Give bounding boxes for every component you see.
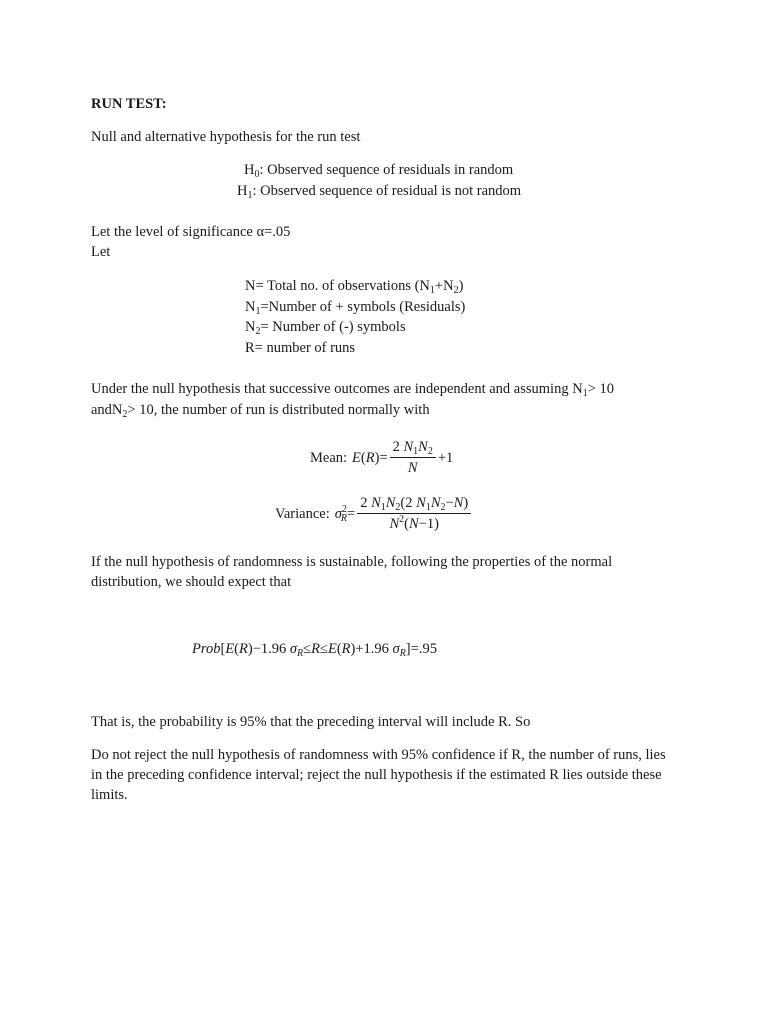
n1-text: =Number of + symbols (Residuals) (260, 299, 466, 315)
null-text-line2-sub: 2 (122, 409, 128, 420)
h1-label: H (237, 183, 248, 199)
null-text-line1-b: > 10 (587, 381, 614, 397)
mean-fraction: $\frac{2 N_1N_2}{N}$ (390, 438, 436, 477)
section-heading: RUN TEST: (91, 96, 167, 112)
h0-label: H (244, 162, 255, 178)
probability-expression: Prob[E(R)−1.96 $\sigma_R\le R\le E(R)+1.96$ $\sigma_R$] (192, 641, 411, 659)
n2-sub: 2 (255, 326, 261, 337)
h1-text: : Observed sequence of residual is not random (252, 183, 522, 199)
let-text: Let (91, 244, 111, 260)
null-text-line1-a: Under the null hypothesis that successive outcomes are independent and assuming N (91, 381, 583, 397)
n1-sub: 1 (255, 306, 261, 317)
definition-n1 (245, 297, 465, 317)
probability-formula (192, 639, 437, 659)
mean-lhs: E(R)= (352, 449, 388, 466)
mean-label: Mean: (310, 449, 348, 466)
n2-text: = Number of (-) symbols (260, 319, 406, 335)
h0-subscript: 0 (254, 169, 260, 180)
n-total-plus: +N (434, 278, 454, 294)
randomness-text: If the null hypothesis of randomness is sustainable, following the properties of the normal distribution, we should expect that (91, 554, 613, 590)
conclusion-text: Do not reject the null hypothesis of randomness with 95% confidence if R, the number of runs, lies in the preceding confidence interval; reject the null hypothesis if the estimated R lies outside these limits. (91, 747, 666, 803)
n-total-close: ) (458, 278, 464, 294)
n-total-text: N= Total no. of observations (N (245, 278, 430, 294)
significance-level: Let the level of significance α=.05 (91, 224, 291, 240)
null-text-line1-sub: 1 (582, 388, 588, 399)
intro-text: Null and alternative hypothesis for the run test (91, 129, 361, 145)
null-text-line2-b: > 10, the number of run is distributed normally with (127, 402, 430, 418)
variance-label: Variance: (275, 505, 330, 522)
probability-result: =.95 (410, 641, 437, 657)
variance-formula (275, 494, 473, 533)
h0-text: : Observed sequence of residuals in random (259, 162, 514, 178)
null-hypothesis (244, 160, 513, 180)
alternative-hypothesis (237, 181, 521, 201)
h1-subscript: 1 (247, 190, 253, 201)
variance-fraction: $\frac{2 N_1N_2(2 N_1N_2-N)}{N^2(N-1)}$ (357, 494, 471, 533)
definition-n-total (245, 276, 463, 296)
mean-plus-one: +1 (437, 449, 454, 466)
probability-text: That is, the probability is 95% that the preceding interval will include R. So (91, 714, 531, 730)
null-text-line2-a: andN (91, 402, 123, 418)
n-total-sub1: 1 (429, 285, 435, 296)
null-text-line2 (91, 400, 430, 420)
variance-lhs: $\sigma^2_R=$ (334, 503, 356, 524)
n2-prefix: N (245, 319, 256, 335)
null-text-line1 (91, 379, 614, 399)
mean-formula (310, 438, 453, 477)
n-total-sub2: 2 (453, 285, 459, 296)
definition-r: R= number of runs (245, 340, 356, 356)
n1-prefix: N (245, 299, 256, 315)
definition-n2 (245, 317, 406, 337)
